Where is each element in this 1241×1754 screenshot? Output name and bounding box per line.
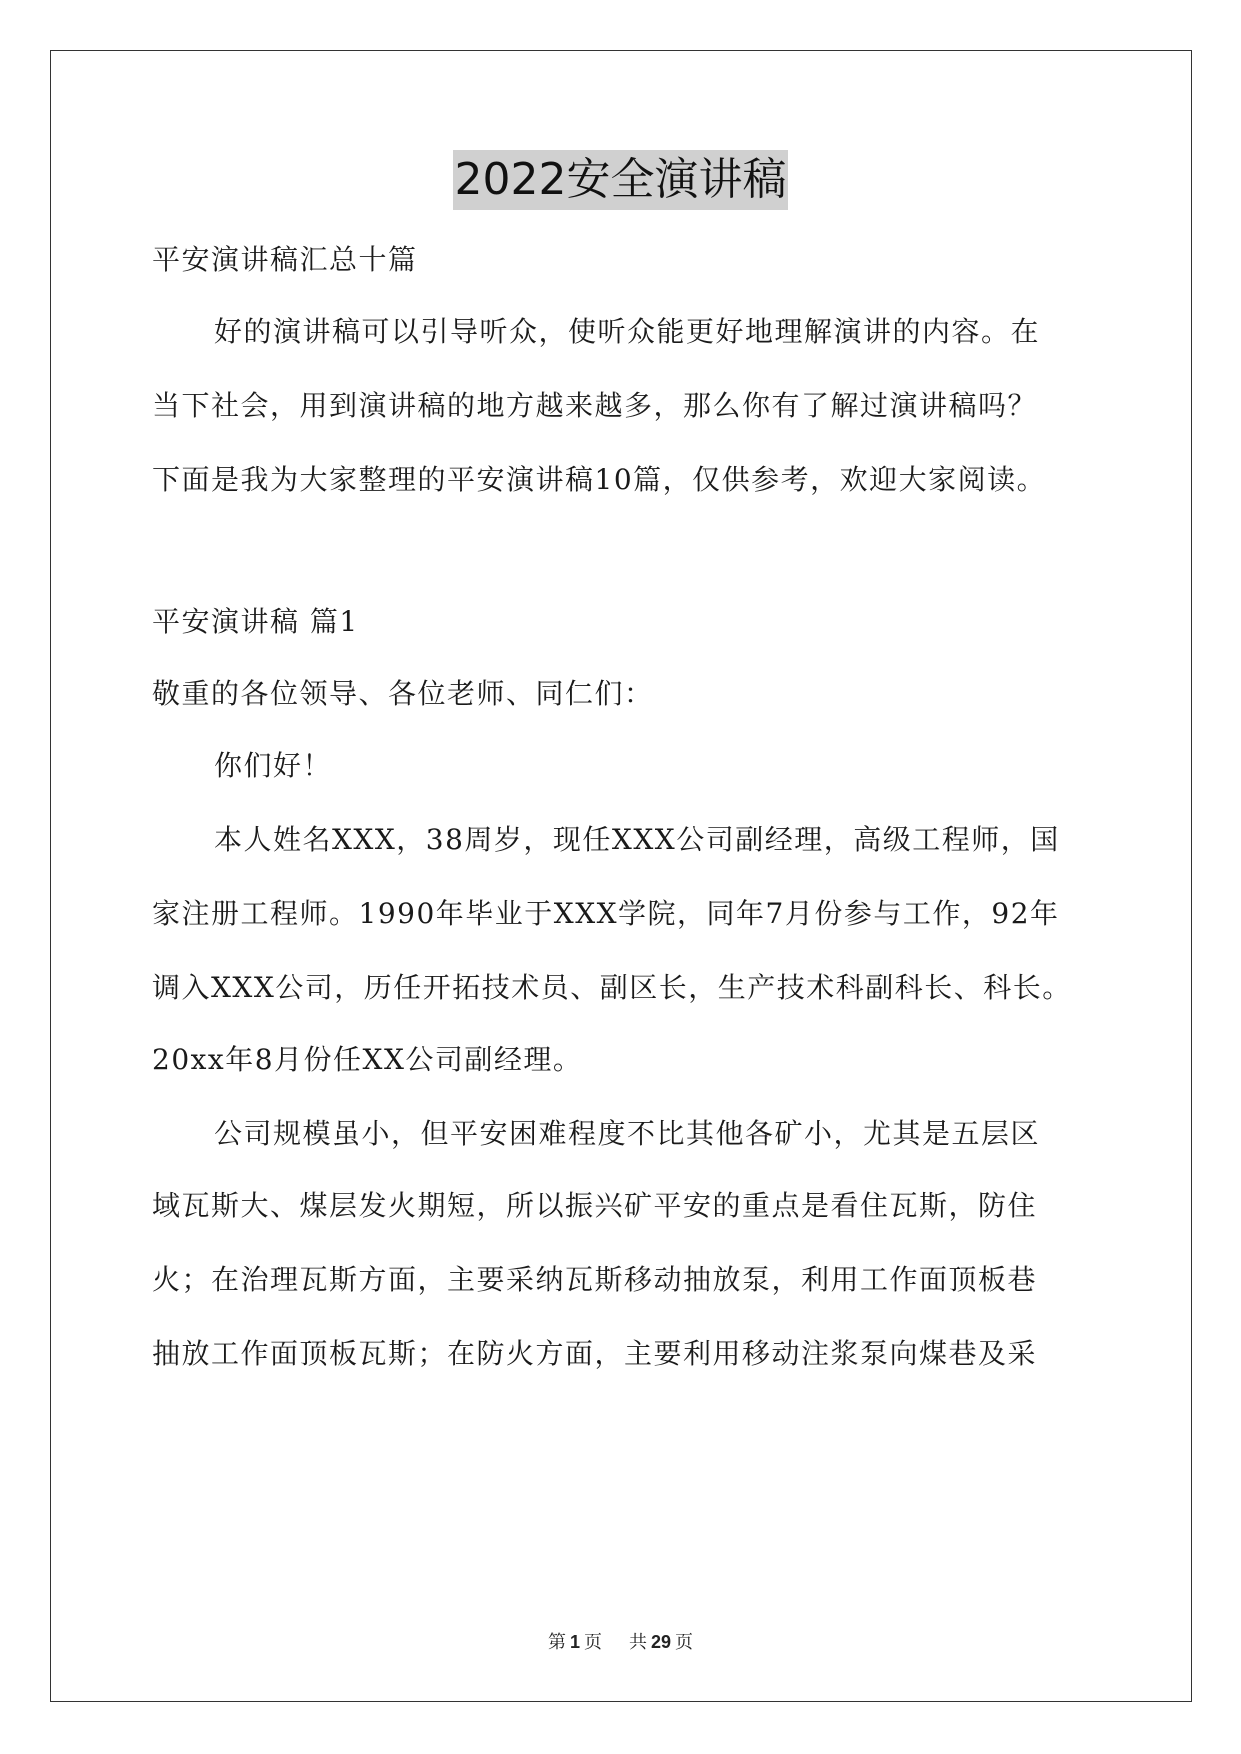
subtitle-line: 平安演讲稿汇总十篇: [152, 243, 418, 276]
page-number: 1: [570, 1632, 581, 1652]
page-border: [50, 50, 1192, 1702]
salutation-line: 敬重的各位领导、各位老师、同仁们：: [152, 677, 654, 710]
page-footer: [0, 1628, 1241, 1654]
paragraph-line: 本人姓名XXX，38周岁，现任XXX公司副经理，高级工程师，国: [214, 823, 1060, 856]
paragraph-line: 下面是我为大家整理的平安演讲稿10篇，仅供参考，欢迎大家阅读。: [152, 463, 1047, 496]
paragraph-line: 火；在治理瓦斯方面，主要采纳瓦斯移动抽放泵，利用工作面顶板巷: [152, 1263, 1038, 1296]
section-heading: 平安演讲稿 篇1: [152, 605, 359, 638]
title-container: [0, 150, 1241, 210]
page-suffix: 页: [584, 1632, 603, 1653]
paragraph-line: 20xx年8月份任XX公司副经理。: [152, 1043, 583, 1076]
total-prefix: 共: [628, 1632, 647, 1653]
paragraph-line: 当下社会，用到演讲稿的地方越来越多，那么你有了解过演讲稿吗？: [152, 389, 1038, 422]
page-prefix: 第: [548, 1632, 567, 1653]
paragraph-line: 域瓦斯大、煤层发火期短，所以振兴矿平安的重点是看住瓦斯，防住: [152, 1189, 1038, 1222]
paragraph-line: 公司规模虽小，但平安困难程度不比其他各矿小，尤其是五层区: [214, 1117, 1041, 1150]
paragraph-line: 家注册工程师。1990年毕业于XXX学院，同年7月份参与工作，92年: [152, 897, 1060, 930]
greeting-line: 你们好！: [214, 749, 333, 782]
paragraph-line: 调入XXX公司，历任开拓技术员、副区长，生产技术科副科长、科长。: [152, 971, 1072, 1004]
total-pages: 29: [650, 1632, 671, 1652]
document-title: 2022安全演讲稿: [453, 150, 789, 210]
total-suffix: 页: [674, 1632, 693, 1653]
paragraph-line: 好的演讲稿可以引导听众，使听众能更好地理解演讲的内容。在: [214, 315, 1041, 348]
paragraph-line: 抽放工作面顶板瓦斯；在防火方面，主要利用移动注浆泵向煤巷及采: [152, 1337, 1038, 1370]
